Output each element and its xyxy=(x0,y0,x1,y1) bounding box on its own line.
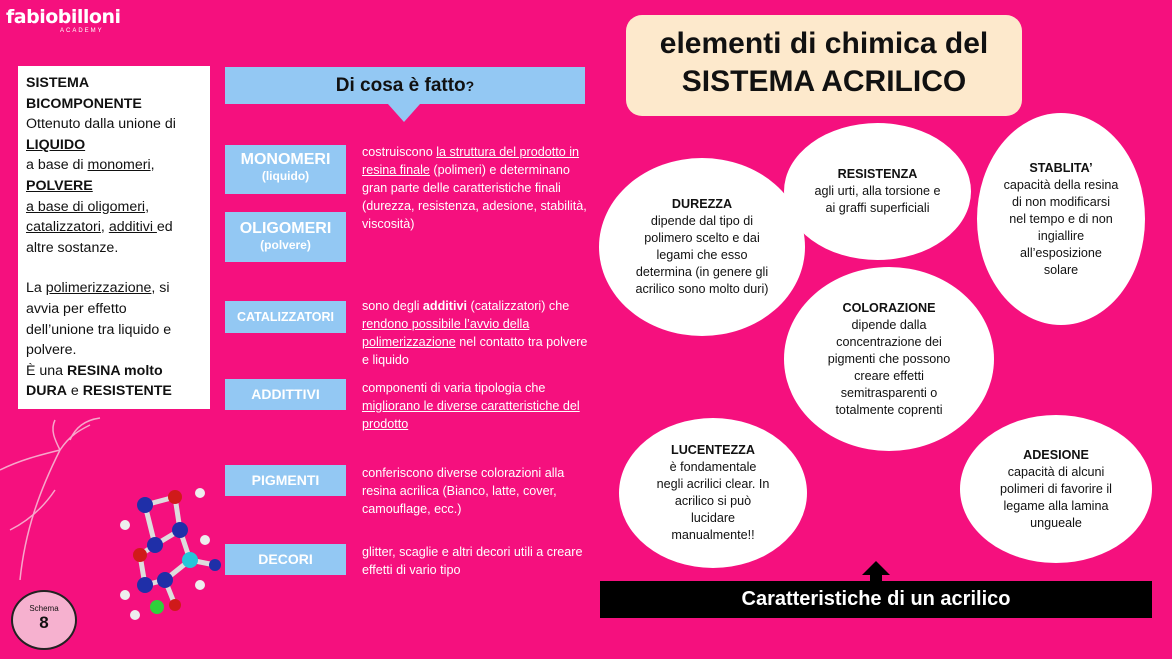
box-line xyxy=(26,278,202,299)
box-line xyxy=(26,197,202,218)
box-text: ed xyxy=(156,219,173,236)
desc-text: migliorano le diverse caratteristiche del prodotto xyxy=(362,399,580,431)
up-arrow-icon xyxy=(862,561,890,575)
down-arrow-icon xyxy=(388,104,420,122)
box-line: SISTEMA xyxy=(26,75,90,91)
molecule-icon xyxy=(105,485,235,625)
component-decori xyxy=(225,544,346,575)
schema-badge xyxy=(11,590,77,650)
circle-heading: DUREZZA xyxy=(671,197,733,211)
box-text: polimerizzazione xyxy=(45,280,152,297)
circle-text: dipende dal tipo di polimero scelto e dai legami che esso determina (in genere gli acrilico sono molto duri) xyxy=(635,214,769,296)
desc-text: rendono possibile l’avvio della polimerizzazione xyxy=(362,317,530,349)
characteristics-banner: Caratteristiche di un acrilico xyxy=(600,581,1152,618)
box-line xyxy=(26,381,202,402)
desc-text: componenti di varia tipologia che xyxy=(362,381,546,395)
desc-text: (polimeri) e determinano gran parte delle caratteristiche finali (durezza, resistenza, adesione, stabilità, viscosità) xyxy=(362,163,587,231)
box-line: Ottenuto dalla unione di xyxy=(26,116,176,133)
box-text: additivi xyxy=(108,219,157,236)
title-line-2: SISTEMA ACRILICO xyxy=(681,65,967,98)
box-text: , xyxy=(100,219,109,236)
box-line xyxy=(26,217,202,238)
circle-lucentezza xyxy=(619,418,807,568)
box-line: POLVERE xyxy=(26,177,93,194)
component-oligomeri xyxy=(225,212,346,262)
box-text: a base di xyxy=(26,157,88,174)
box-text: DURA xyxy=(26,383,67,400)
box-text: a base di oligomeri xyxy=(26,198,146,215)
box-text: La xyxy=(26,280,46,297)
box-line xyxy=(26,361,202,382)
component-pigmenti xyxy=(225,465,346,496)
circle-heading: LUCENTEZZA xyxy=(671,443,755,457)
sistema-bicomponente-box xyxy=(18,66,210,409)
circle-resistenza xyxy=(784,123,971,260)
title-line-1: elementi di chimica del xyxy=(659,27,989,60)
component-label: MONOMERI xyxy=(240,151,331,168)
box-line: BICOMPONENTE xyxy=(26,95,142,112)
banner-question-mark: ? xyxy=(465,78,475,94)
circle-adesione xyxy=(960,415,1152,563)
component-label: OLIGOMERI xyxy=(239,220,332,237)
circle-text: agli urti, alla torsione e ai graffi superficiali xyxy=(814,184,941,215)
pigmenti-description: conferiscono diverse colorazioni alla resina acrilica (Bianco, latte, cover, camouflage, ecc.) xyxy=(362,466,565,516)
box-line: altre sostanze. xyxy=(26,239,119,256)
box-text: RESINA molto xyxy=(67,362,163,379)
box-text: , si xyxy=(151,280,170,297)
circle-durezza xyxy=(599,158,805,336)
circle-heading: COLORAZIONE xyxy=(842,300,936,315)
circle-stabilita xyxy=(977,113,1145,325)
box-text: catalizzatori xyxy=(26,219,101,236)
box-line xyxy=(26,155,202,176)
circle-text: dipende dalla concentrazione dei pigmenti che possono creare effetti semitrasparenti o totalmente coprenti xyxy=(827,317,951,417)
circle-heading: STABLITA’ xyxy=(1029,160,1093,175)
circle-text: è fondamentale negli acrilici clear. In acrilico si può lucidare manualmente!! xyxy=(656,460,770,542)
hand-lineart-icon xyxy=(0,410,110,580)
component-label: PIGMENTI xyxy=(251,472,320,488)
box-text: , xyxy=(150,157,155,174)
box-text: , xyxy=(145,198,150,215)
component-monomeri xyxy=(225,145,346,194)
schema-number: 8 xyxy=(39,613,49,632)
desc-text: costruiscono xyxy=(362,145,437,159)
box-line: dell’unione tra liquido e xyxy=(26,321,172,338)
circle-text: capacità della resina di non modificarsi nel tempo e di non ingiallire all’esposizione solare xyxy=(1003,177,1119,277)
box-line: avvia per effetto xyxy=(26,300,127,317)
component-catalizzatori xyxy=(225,301,346,333)
monomeri-oligomeri-description xyxy=(362,143,588,233)
desc-text: additivi xyxy=(422,299,468,313)
component-label: DECORI xyxy=(258,551,313,567)
logo xyxy=(6,6,121,34)
box-text: RESISTENTE xyxy=(82,383,172,400)
desc-text: (catalizzatori) che xyxy=(467,299,570,313)
circle-text: capacità di alcuni polimeri di favorire il legame alla lamina ungueale xyxy=(1000,464,1112,530)
box-line: polvere. xyxy=(26,342,77,359)
banner-text: Di cosa è fatto xyxy=(335,75,466,96)
box-text: e xyxy=(66,383,83,400)
desc-text: la struttura del prodotto in resina finale xyxy=(362,145,580,177)
desc-text: sono degli xyxy=(362,299,423,313)
box-line: LIQUIDO xyxy=(26,136,86,153)
logo-sub: ACADEMY xyxy=(60,28,104,34)
schema-label: Schema xyxy=(29,604,59,613)
desc-text: nel contatto tra polvere e liquido xyxy=(362,335,588,367)
component-addittivi xyxy=(225,379,346,410)
circle-heading: ADESIONE xyxy=(1023,447,1089,462)
box-text: monomeri xyxy=(87,157,151,174)
title-box xyxy=(626,15,1022,116)
component-label: ADDITTIVI xyxy=(251,386,320,402)
component-sub: (liquido) xyxy=(261,169,310,183)
component-sub: (polvere) xyxy=(260,238,311,252)
catalizzatori-description xyxy=(362,297,588,369)
box-text: È una xyxy=(26,362,68,379)
component-label: CATALIZZATORI xyxy=(237,310,334,324)
circle-colorazione xyxy=(784,267,994,451)
decori-description: glitter, scaglie e altri decori utili a creare effetti di vario tipo xyxy=(362,545,583,577)
logo-brand: fabiobilloni xyxy=(6,6,121,28)
addittivi-description xyxy=(362,379,588,433)
circle-heading: RESISTENZA xyxy=(837,167,918,181)
